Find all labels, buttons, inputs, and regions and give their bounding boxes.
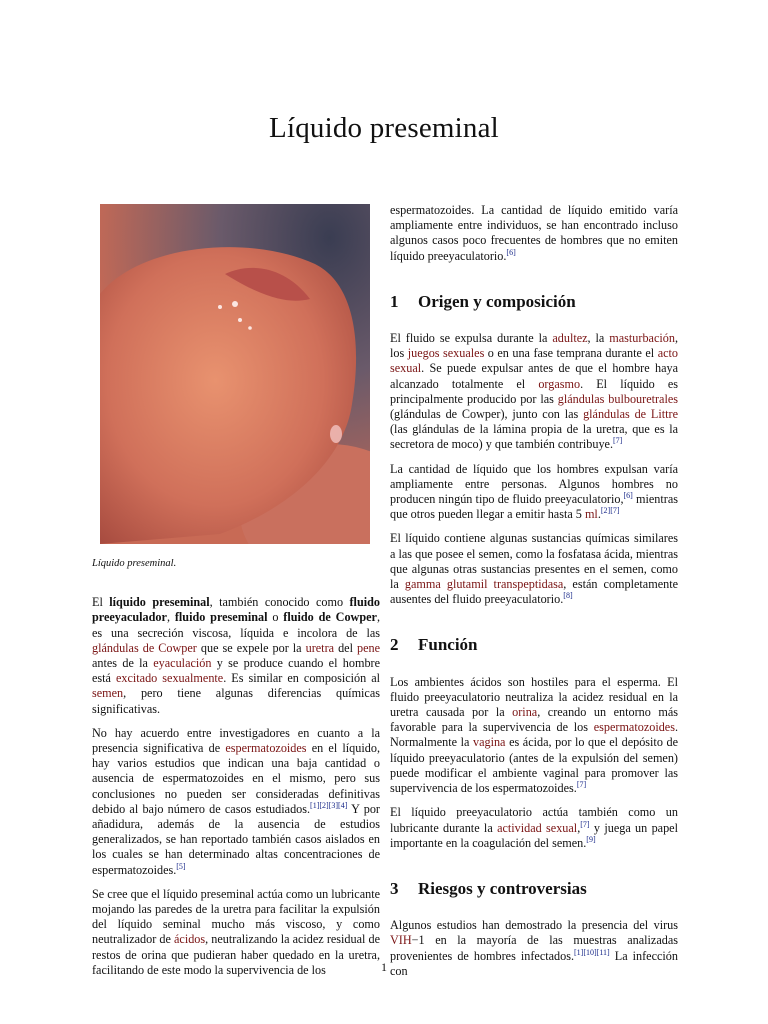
text-run: (las glándulas de la lámina propia de la uretra, que es la secretora de moco) y que también contribuye. xyxy=(390,422,678,452)
wiki-link[interactable]: acto sexual xyxy=(390,346,678,376)
wiki-link[interactable]: adultez xyxy=(552,331,588,346)
section-title: Riesgos y controversias xyxy=(418,878,587,898)
paragraph xyxy=(390,203,678,264)
citation-ref[interactable]: [6] xyxy=(506,247,516,257)
text-run: El xyxy=(92,595,110,610)
section-title: Función xyxy=(418,635,478,655)
text-run: , pero tiene algunas diferencias químicas significativas. xyxy=(92,686,380,716)
wiki-link[interactable]: semen xyxy=(92,686,124,701)
citation-ref[interactable]: [5] xyxy=(176,861,186,871)
wiki-link[interactable]: actividad sexual xyxy=(497,820,578,835)
section-heading-riesgos xyxy=(390,878,678,898)
citation-ref[interactable]: [1][10][11] xyxy=(574,947,610,957)
citation-ref[interactable]: [7] xyxy=(613,436,623,446)
wiki-link[interactable]: glándulas bulbouretrales xyxy=(557,391,678,406)
wiki-link[interactable]: ml xyxy=(584,507,598,522)
wiki-link[interactable]: glándulas de Cowper xyxy=(92,640,197,655)
section-heading-origen xyxy=(390,291,678,311)
text-run: Algunos estudios han demostrado la presencia del virus xyxy=(390,918,678,933)
text-run: , los xyxy=(390,331,678,361)
image-caption: Líquido preseminal. xyxy=(92,558,177,569)
paragraph xyxy=(390,805,678,851)
text-run: Y por añadidura, además de la ausencia de estudios generalizados, se han reportado también casos aislados en los cuales se han determinado altas concentraciones de espermatozoides. xyxy=(92,801,380,877)
citation-ref[interactable]: [9] xyxy=(586,834,596,844)
right-column xyxy=(390,203,678,988)
text-run: El líquido contiene algunas sustancias químicas similares a las que posee el semen, como la fosfatasa ácida, mientras que algunas otras sustancias presentes en el semen, como la xyxy=(390,531,678,592)
text-run: , es una secreción viscosa, líquida e incolora de las xyxy=(92,610,381,640)
text-run: , xyxy=(166,610,175,625)
wiki-link[interactable]: masturbación xyxy=(609,331,675,346)
paragraph xyxy=(390,531,678,607)
text-run: que se expele por la xyxy=(196,640,306,655)
text-run: en el líquido, hay varios estudios que indican una baja cantidad o ausencia de espermatozoides en el mismo, pero sus conclusiones no pueden ser consideradas definitivas debido al bajo número de casos estudiados. xyxy=(92,741,380,816)
paragraph xyxy=(390,331,678,453)
wiki-link[interactable]: uretra xyxy=(305,640,335,655)
citation-ref[interactable]: [7] xyxy=(580,819,590,829)
citation-ref[interactable]: [8] xyxy=(563,591,573,601)
page-title: Líquido preseminal xyxy=(269,112,499,144)
bold-term: fluido de Cowper xyxy=(283,610,377,625)
wiki-link[interactable]: espermatozoides xyxy=(225,741,307,756)
section-number: 3 xyxy=(390,878,399,898)
text-run: −1 en la mayoría de las muestras analizadas provenientes de hombres infectados. xyxy=(390,933,678,963)
wiki-link[interactable]: juegos sexuales xyxy=(407,346,485,361)
text-run: El líquido preeyaculatorio actúa también como un lubricante durante la xyxy=(390,805,678,835)
wiki-link[interactable]: espermatozoides xyxy=(593,720,675,735)
text-run: , neutralizando la acidez residual de restos de orina que pudieran haber quedado en la uretra, facilitando de este modo la supervivencia de los xyxy=(92,932,380,977)
text-run: es ácida, por lo que el depósito de líquido preeyaculatorio (antes de la expulsión del semen) puede modificar el ambiente vaginal para promover las supervivencia de los espermatozoides. xyxy=(390,735,678,796)
section-title: Origen y composición xyxy=(418,291,576,311)
text-run: o xyxy=(267,610,284,625)
text-run: (glándulas de Cowper), junto con las xyxy=(390,407,584,422)
wiki-link[interactable]: pene xyxy=(357,640,381,655)
citation-ref[interactable]: [2][7] xyxy=(600,506,620,516)
wiki-link[interactable]: orina xyxy=(512,705,538,720)
wiki-link[interactable]: eyaculación xyxy=(153,656,212,671)
paragraph xyxy=(92,726,380,878)
text-run: . El líquido es principalmente producido por las xyxy=(390,376,678,406)
text-run: . xyxy=(597,507,601,522)
text-run: mientras que otros pueden llegar a emitir hasta 5 xyxy=(390,492,678,522)
wiki-link[interactable]: ácidos xyxy=(174,932,206,947)
photo-image xyxy=(100,204,370,544)
text-run: Se cree que el líquido preseminal actúa como un lubricante mojando las paredes de la uretra para facilitar la expulsión del líquido seminal mucho más viscoso, y como neutralizador de xyxy=(92,886,380,947)
wiki-link[interactable]: vagina xyxy=(472,735,506,750)
citation-ref[interactable]: [7] xyxy=(576,780,587,790)
text-run: No hay acuerdo entre investigadores en cuanto a la presencia significativa de xyxy=(92,725,380,756)
text-run: . Es similar en composición al xyxy=(223,671,381,686)
text-run: , xyxy=(577,820,581,835)
text-run: La cantidad de líquido que los hombres expulsan varía ampliamente entre personas. Algunos hombres no producen ningún tipo de fluido preeyaculatorio, xyxy=(390,461,678,507)
bold-term: líquido preseminal xyxy=(109,595,210,610)
text-run: y se produce cuando el hombre está xyxy=(92,656,381,686)
text-run: , la xyxy=(587,331,610,346)
citation-ref[interactable]: [6] xyxy=(623,490,633,500)
text-run: Los ambientes ácidos son hostiles para el esperma. El fluido preeyaculatorio neutraliza la acidez residual en la uretra causada por la xyxy=(390,674,678,720)
text-run: , también conocido como xyxy=(209,595,350,610)
text-run: , están completamente ausentes del fluido preeyaculatorio. xyxy=(390,577,678,607)
citation-ref[interactable]: [1][2][3][4] xyxy=(310,800,348,810)
text-run: del xyxy=(334,640,357,655)
text-run: o en una fase temprana durante el xyxy=(484,346,658,361)
text-run: La infección con xyxy=(390,948,678,978)
paragraph xyxy=(390,675,678,797)
section-number: 2 xyxy=(390,635,399,655)
wiki-link[interactable]: excitado sexualmente xyxy=(115,671,224,686)
left-column xyxy=(92,203,380,987)
text-run: y juega un papel importante en la coagulación del semen. xyxy=(390,820,678,850)
text-run: , creando un entorno más favorable para la supervivencia de los xyxy=(390,705,678,735)
text-run: antes de la xyxy=(92,656,154,671)
text-run: espermatozoides. La cantidad de líquido emitido varía ampliamente entre individuos, se han encontrado incluso algunos casos poco frecuentes de hombres que no emiten líquido preeyaculatorio. xyxy=(390,203,678,263)
page-number: 1 xyxy=(381,960,387,974)
wiki-link[interactable]: gamma glutamil transpeptidasa xyxy=(404,577,564,592)
paragraph xyxy=(390,462,678,523)
text-run: . Normalmente la xyxy=(390,720,678,750)
text-run: El fluido se expulsa durante la xyxy=(390,331,553,346)
section-heading-funcion xyxy=(390,635,678,655)
bold-term: fluido preseminal xyxy=(174,610,268,625)
wiki-link[interactable]: VIH xyxy=(390,933,412,948)
wiki-link[interactable]: glándulas de Littre xyxy=(583,407,678,422)
intro-paragraph xyxy=(92,595,380,717)
bold-term: fluido preeyaculador xyxy=(92,595,380,625)
text-run: . Se puede expulsar antes de que el hombre haya alcanzado totalmente el xyxy=(390,361,678,391)
wiki-link[interactable]: orgasmo xyxy=(538,376,581,391)
section-number: 1 xyxy=(390,291,399,311)
